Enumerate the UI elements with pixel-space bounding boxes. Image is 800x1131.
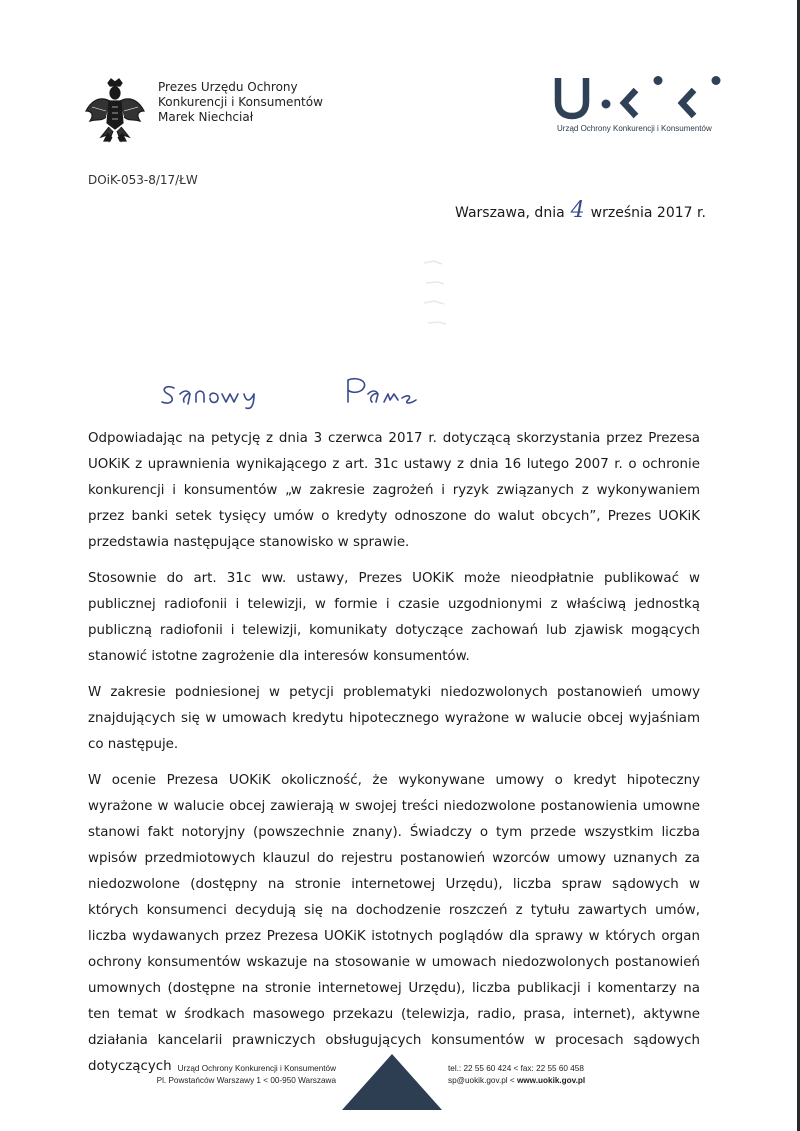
footer-phones: tel.: 22 55 60 424 < fax: 22 55 60 458 bbox=[448, 1064, 584, 1073]
paragraph-2: Stosownie do art. 31c ww. ustawy, Prezes UOKiK może nieodpłatnie publikować w publicznej radiofonii i telewizji, w formie i czasie uzgodnionymi z właściwą jednostką publiczną radiofonii i telewizji, komunikaty dotyczące zachowań lub zjawisk mogących stanowić istotne zagrożenie dla interesów konsumentów. bbox=[88, 571, 700, 664]
date-day-handwritten: 4 bbox=[570, 198, 585, 223]
logo-caption: Urząd Ochrony Konkurencji i Konsumentów bbox=[557, 124, 712, 133]
sender-line-name: Marek Niechciał bbox=[158, 110, 254, 124]
footer-org: Urząd Ochrony Konkurencji i Konsumentów bbox=[177, 1064, 336, 1073]
paragraph-3: W zakresie podniesionej w petycji problematyki niedozwolonych postanowień umowy znajdujących się w umowach kredytu hipotecznego wyrażone w walucie obcej wyjaśniam co następuje. bbox=[88, 685, 700, 752]
footer-address bbox=[140, 1063, 336, 1087]
paragraph-1: Odpowiadając na petycję z dnia 3 czerwca 2017 r. dotyczącą skorzystania przez Prezesa UOKiK z uprawnienia wynikającego z art. 31c ustawy z dnia 16 lutego 2007 r. o ochronie konkurencji i konsumentów „w zakresie zagrożeń i ryzyk związanych z wykonywaniem przez banki setek tysięcy umów o kredyty odnoszone do walut obcych”, Prezes UOKiK przedstawia następujące stanowisko w sprawie. bbox=[88, 431, 700, 550]
footer-triangle-icon bbox=[342, 1054, 442, 1110]
reference-number: DOiK-053-8/17/ŁW bbox=[88, 173, 198, 187]
footer-separator: < bbox=[507, 1076, 517, 1085]
uokik-logo-icon bbox=[554, 76, 724, 120]
footer-online bbox=[448, 1075, 585, 1087]
faint-stamp-marks bbox=[420, 255, 460, 335]
sender-line-office: Konkurencji i Konsumentów bbox=[158, 95, 323, 109]
letter-body bbox=[88, 426, 700, 1090]
letter-date bbox=[455, 198, 706, 223]
footer-street: Pl. Powstańców Warszawy 1 < 00-950 Warszawa bbox=[156, 1076, 336, 1085]
sender-block bbox=[158, 80, 323, 125]
polish-eagle-emblem-icon bbox=[84, 77, 146, 149]
handwritten-salutation bbox=[158, 372, 428, 412]
sender-line-title: Prezes Urzędu Ochrony bbox=[158, 80, 298, 94]
footer-contact bbox=[448, 1063, 585, 1087]
date-prefix: Warszawa, dnia bbox=[455, 205, 565, 221]
footer-email[interactable]: sp@uokik.gov.pl bbox=[448, 1076, 508, 1085]
date-suffix: września 2017 r. bbox=[590, 205, 706, 221]
footer-website[interactable]: www.uokik.gov.pl bbox=[516, 1076, 586, 1085]
paragraph-4: W ocenie Prezesa UOKiK okoliczność, że wykonywane umowy o kredyt hipoteczny wyrażone w walucie obcej zawierają w swojej treści niedozwolone postanowienia umowne stanowi fakt notoryjny (powszechnie znany). Świadczy o tym przede wszystkim liczba wpisów przedmiotowych klauzul do rejestru postanowień wzorców umowy uznanych za niedozwolone (dostępny na stronie internetowej Urzędu), liczba spraw sądowych w których konsumenci decydują się na dochodzenie roszczeń z tytułu zawartych umów, liczba wydawanych przez Prezesa UOKiK istotnych poglądów dla sprawy w których organ ochrony konsumentów wskazuje na stosowanie w umowach niedozwolonych postanowień umownych (dostępne na stronie internetowej Urzędu), liczba publikacji i komentarzy na ten temat w środkach masowego przekazu (telewizja, radio, prasa, internet), aktywne działania kancelarii prawniczych obsługujących konsumentów w procesach sądowych dotyczących bbox=[88, 773, 700, 1074]
